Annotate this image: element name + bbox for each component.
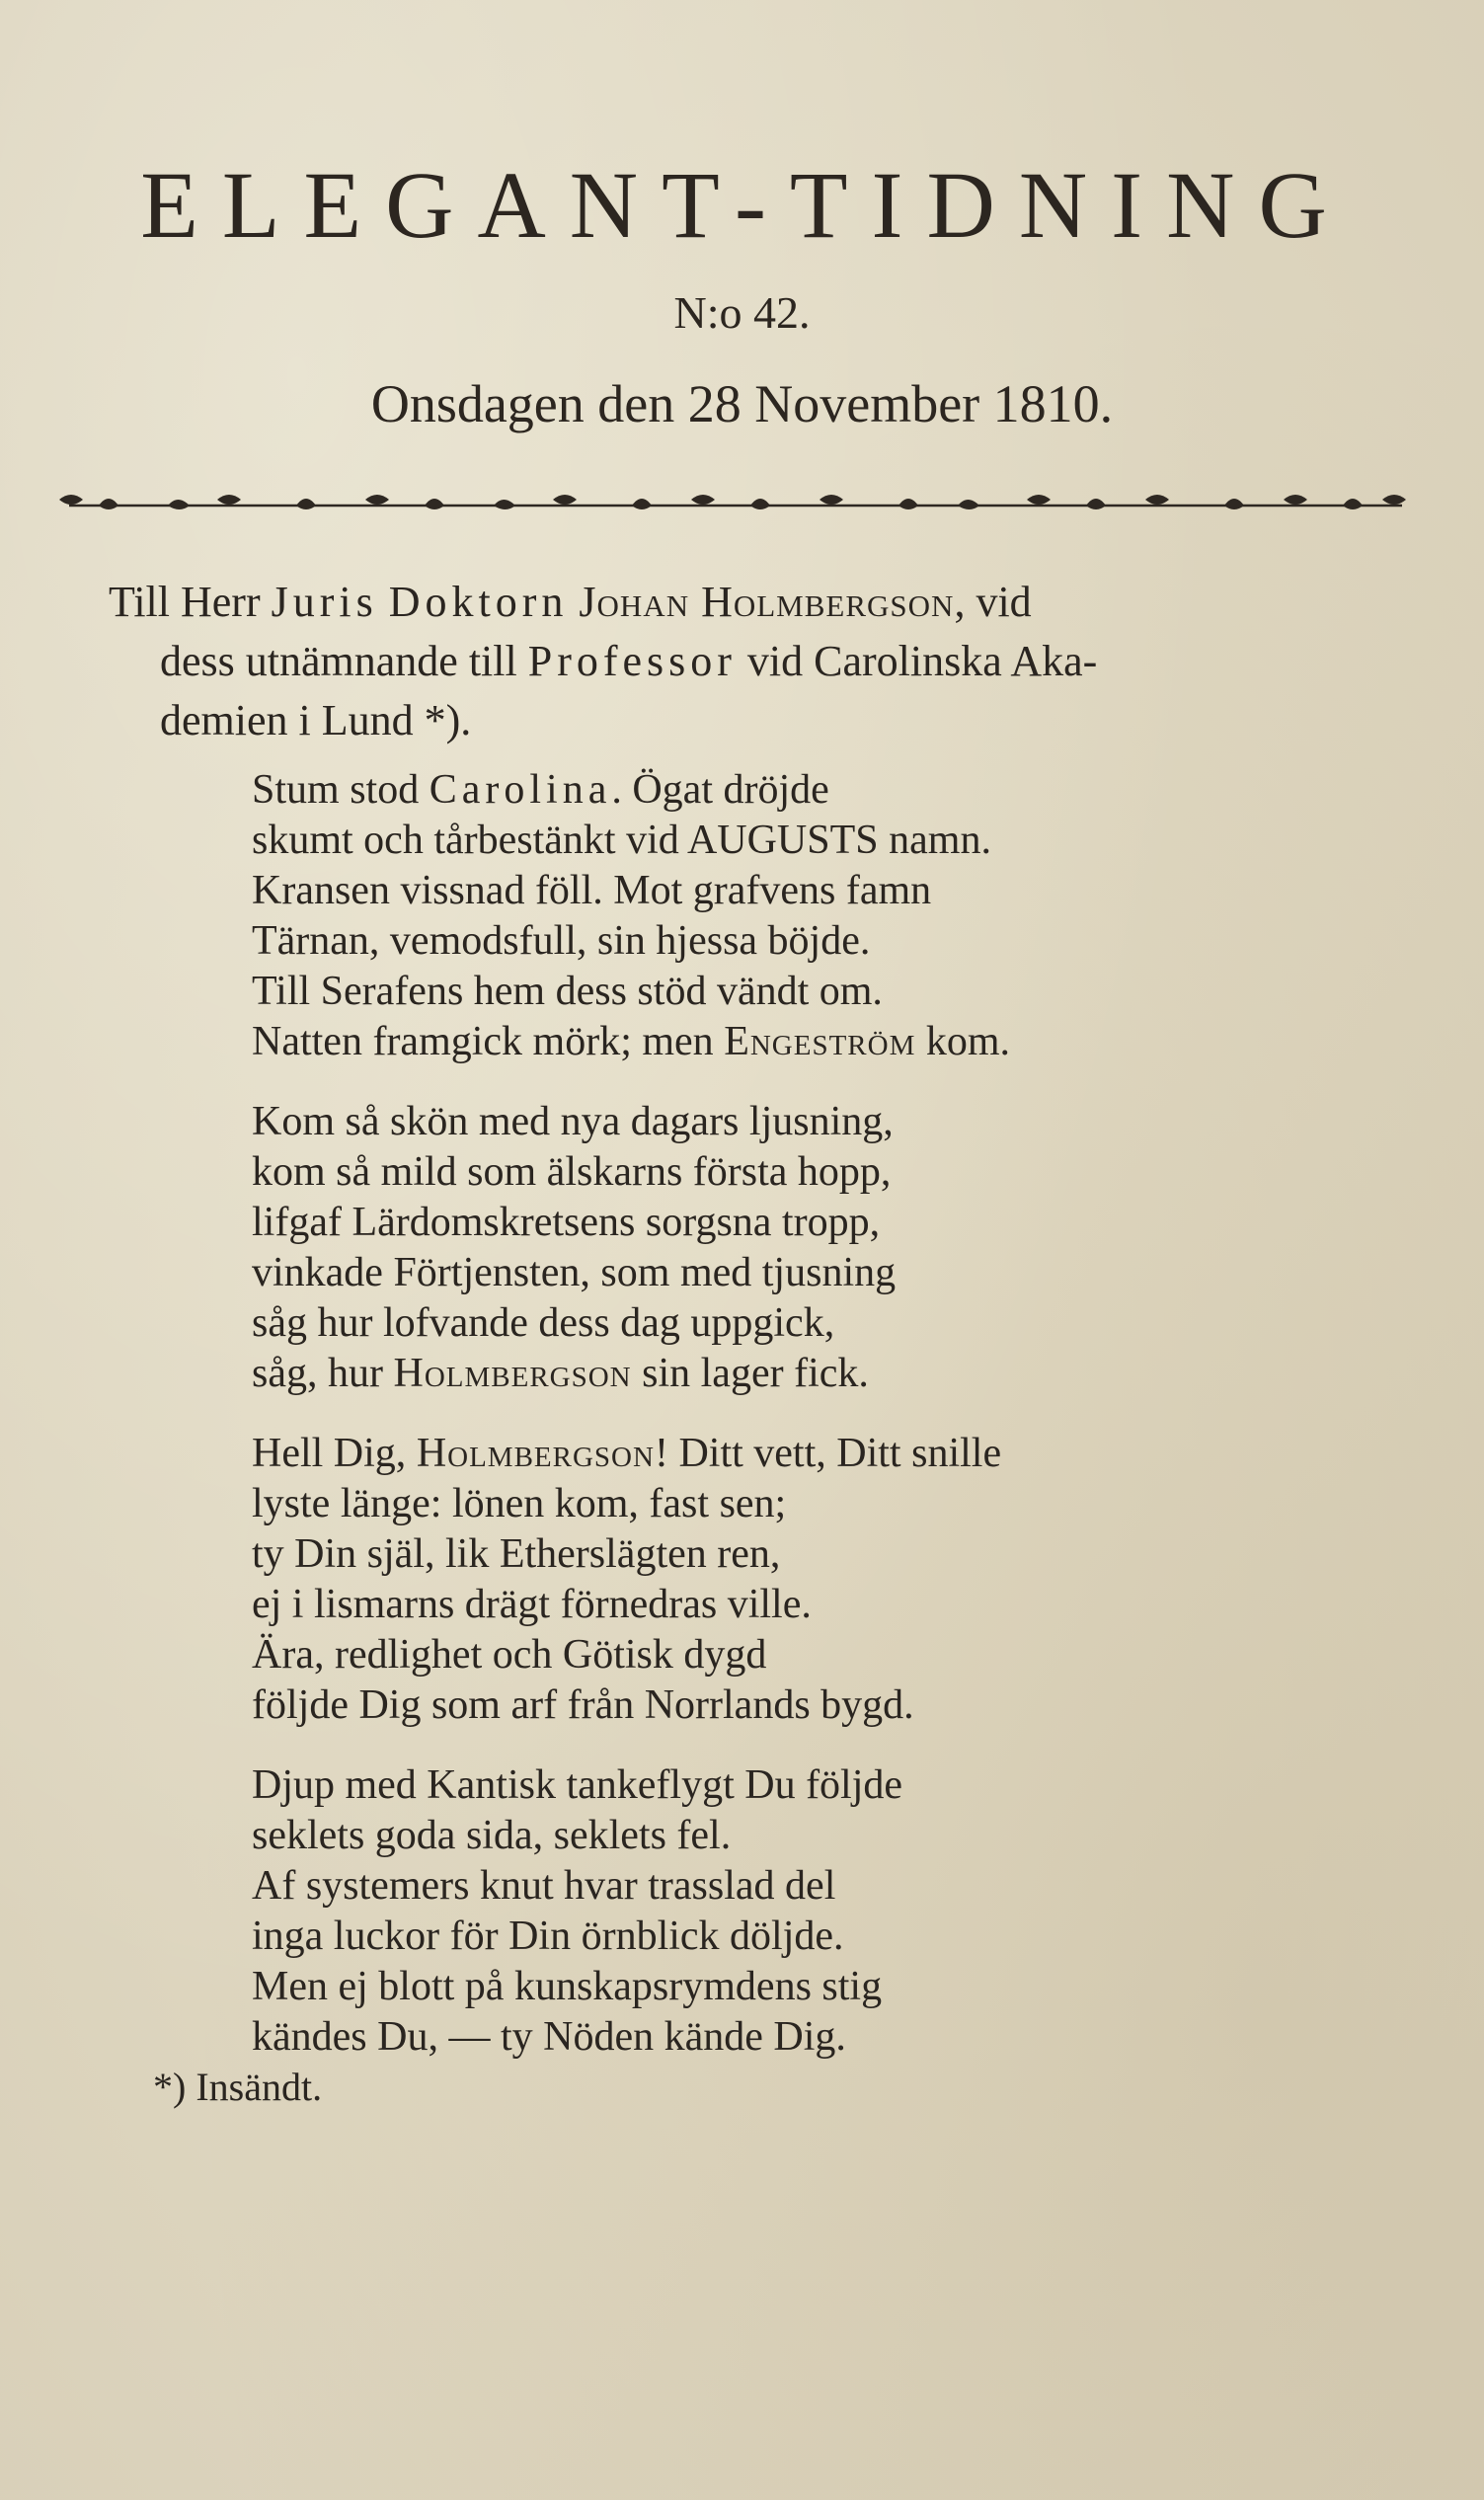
ornamental-rule bbox=[59, 482, 1412, 521]
verse-text: sin lager fick. bbox=[631, 1351, 869, 1396]
poem-body bbox=[252, 765, 1387, 2092]
heading-line-3: demien i Lund *). bbox=[160, 696, 472, 744]
verse-text: Hell Dig, bbox=[252, 1431, 417, 1476]
verse-text: kom. bbox=[915, 1019, 1011, 1064]
verse-line: ej i lismarns drägt förnedras ville. bbox=[252, 1582, 812, 1627]
heading-text: dess utnämnande till bbox=[160, 637, 528, 685]
verse-line bbox=[252, 1429, 1387, 1479]
verse-line bbox=[252, 1349, 1387, 1399]
heading-text: vid Carolinska Aka- bbox=[736, 637, 1098, 685]
heading-text: Till Herr bbox=[109, 578, 272, 626]
verse-smallcaps-name: Holmbergson bbox=[416, 1431, 655, 1476]
verse-line: kom så mild som älskarns första hopp, bbox=[252, 1149, 892, 1195]
verse-line: inga luckor för Din örnblick döljde. bbox=[252, 1914, 844, 1959]
verse-line: ty Din själ, lik Etherslägten ren, bbox=[252, 1531, 781, 1577]
stanza-4 bbox=[252, 1760, 1387, 2063]
verse-line: Ära, redlighet och Götisk dygd bbox=[252, 1632, 767, 1678]
verse-line: Till Serafens hem dess stöd vändt om. bbox=[252, 969, 883, 1014]
verse-text: Natten framgick mörk; men bbox=[252, 1019, 725, 1064]
verse-line: vinkade Förtjensten, som med tjusning bbox=[252, 1250, 897, 1295]
verse-line: följde Dig som arf från Norrlands bygd. bbox=[252, 1682, 914, 1728]
verse-line: Tärnan, vemodsfull, sin hjessa böjde. bbox=[252, 918, 871, 964]
issue-number: N:o 42. bbox=[673, 287, 811, 338]
heading-line-1 bbox=[109, 573, 1422, 632]
heading-recipient-name: Johan Holmbergson bbox=[579, 578, 955, 626]
verse-line bbox=[252, 765, 1387, 816]
verse-line: Af systemers knut hvar trasslad del bbox=[252, 1863, 836, 1909]
verse-line: Kom så skön med nya dagars ljusning, bbox=[252, 1099, 894, 1144]
heading-professor: Professor bbox=[527, 637, 737, 685]
masthead-title: ELEGANT-TIDNING bbox=[140, 152, 1351, 258]
verse-line: seklets goda sida, seklets fel. bbox=[252, 1813, 732, 1858]
heading-text: , vid bbox=[954, 578, 1032, 626]
verse-text: . Ögat dröjde bbox=[611, 767, 829, 813]
verse-line: lifgaf Lärdomskretsens sorgsna tropp, bbox=[252, 1200, 881, 1245]
issue-date: Onsdagen den 28 November 1810. bbox=[370, 374, 1114, 433]
heading-line-2 bbox=[109, 632, 1422, 691]
verse-smallcaps-name: Holmbergson bbox=[393, 1351, 632, 1396]
poem-dedication-heading bbox=[109, 573, 1422, 750]
verse-text: Stum stod bbox=[252, 767, 430, 813]
verse-spaced-word: Carolina bbox=[429, 767, 612, 813]
stanza-2 bbox=[252, 1097, 1387, 1399]
heading-space bbox=[568, 578, 579, 626]
verse-line: Men ej blott på kunskapsrymdens stig bbox=[252, 1964, 883, 2009]
verse-line: såg hur lofvande dess dag uppgick, bbox=[252, 1300, 835, 1346]
verse-text: ! Ditt vett, Ditt snille bbox=[654, 1431, 1002, 1476]
footnote: *) Insändt. bbox=[153, 2065, 323, 2109]
heading-doktorn: Doktorn bbox=[388, 578, 569, 626]
verse-line: skumt och tårbestänkt vid AUGUSTS namn. bbox=[252, 818, 991, 863]
verse-text: såg, hur bbox=[252, 1351, 394, 1396]
verse-line: Djup med Kantisk tankeflygt Du följde bbox=[252, 1762, 903, 1808]
verse-line: Kransen vissnad föll. Mot grafvens famn bbox=[252, 868, 932, 913]
verse-line bbox=[252, 1017, 1387, 1067]
stanza-1 bbox=[252, 765, 1387, 1067]
verse-line: kändes Du, — ty Nöden kände Dig. bbox=[252, 2014, 846, 2060]
heading-space bbox=[378, 578, 389, 626]
verse-smallcaps-name: Engeström bbox=[724, 1019, 916, 1064]
stanza-3 bbox=[252, 1429, 1387, 1731]
verse-line: lyste länge: lönen kom, fast sen; bbox=[252, 1481, 787, 1526]
heading-juris: Juris bbox=[271, 578, 378, 626]
